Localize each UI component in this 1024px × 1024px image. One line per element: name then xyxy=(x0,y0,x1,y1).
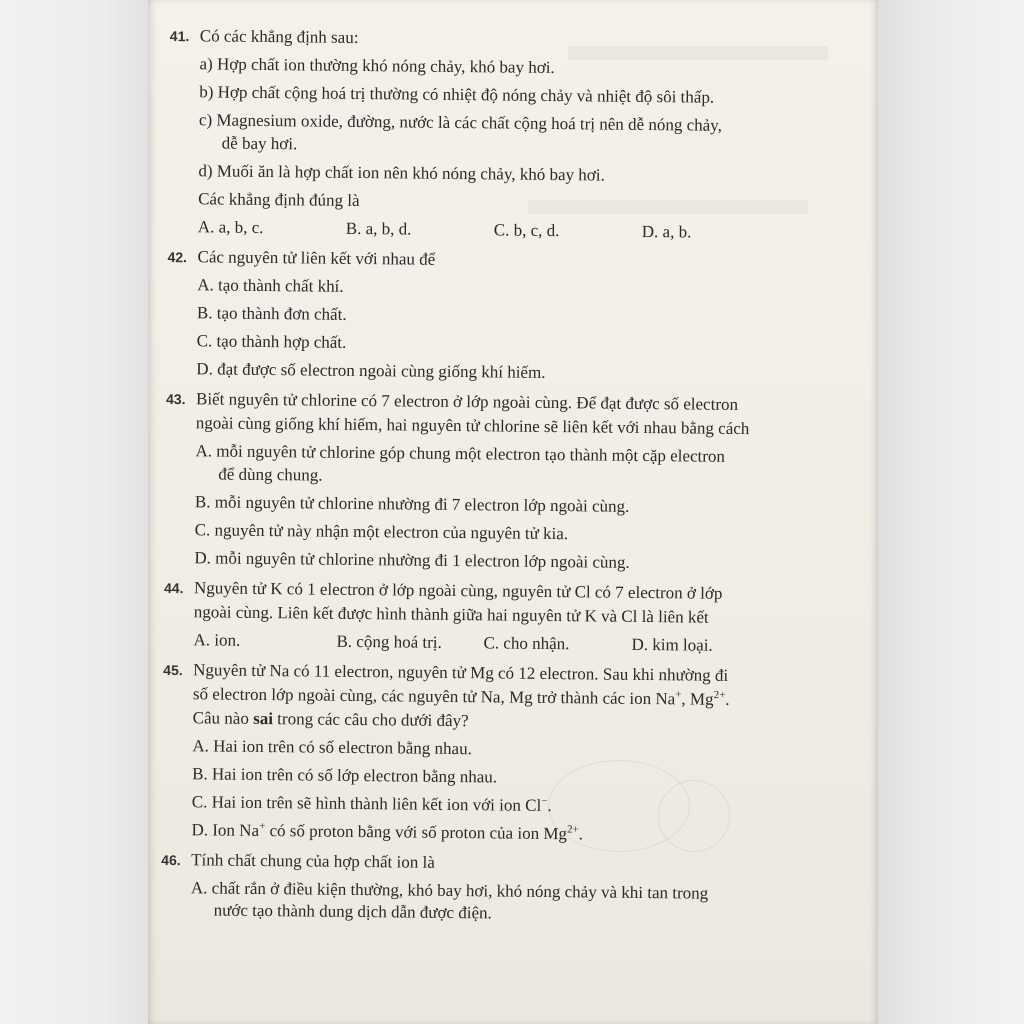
ask-text: trong các câu cho dưới đây? xyxy=(272,709,469,731)
question-ask: Các khẳng định đúng là xyxy=(198,189,360,210)
option-a: A. mỗi nguyên tử chlorine góp chung một electron tạo thành một cặp electron xyxy=(195,441,726,466)
option-text: có số proton bằng với số proton của ion Mg xyxy=(265,821,568,844)
option-b: B. tạo thành đơn chất. xyxy=(196,303,347,324)
background-left xyxy=(0,0,148,1024)
book-page xyxy=(148,0,878,1024)
na-charge: + xyxy=(675,688,682,701)
statement-c: c) Magnesium oxide, đường, nước là các chất cộng hoá trị nên dễ nóng chảy, xyxy=(198,110,723,135)
question-stem: Nguyên tử Na có 11 electron, nguyên tử Mg có 12 electron. Sau khi nhường đi xyxy=(193,660,729,685)
question-number: 41. xyxy=(169,27,190,45)
option-text: C. Hai ion trên sẽ hình thành liên kết ion với ion Cl xyxy=(191,792,542,815)
question-number: 45. xyxy=(163,661,183,679)
option-c: C. nguyên tử này nhận một electron của nguyên tử kia. xyxy=(194,520,569,544)
question-number: 46. xyxy=(161,851,181,869)
na-charge: + xyxy=(259,820,266,833)
statement-c-continued: dễ bay hơi. xyxy=(221,133,298,154)
statement-a: a) Hợp chất ion thường khó nóng chảy, khó bay hơi. xyxy=(199,54,555,78)
question-stem: Các nguyên tử liên kết với nhau để xyxy=(197,247,436,269)
question-stem: Biết nguyên tử chlorine có 7 electron ở lớp ngoài cùng. Để đạt được số electron xyxy=(195,389,739,414)
option-c: C. b, c, d. xyxy=(493,220,560,241)
question-stem-continued: ngoài cùng. Liên kết được hình thành giữa hai nguyên tử K và Cl là liên kết xyxy=(193,602,709,627)
stem-text: số electron lớp ngoài cùng, các nguyên tử Na, Mg trở thành các ion Na xyxy=(192,684,676,709)
question-stem: Nguyên tử K có 1 electron ở lớp ngoài cùng, nguyên tử Cl có 7 electron ở lớp xyxy=(193,578,723,603)
option-b: B. mỗi nguyên tử chlorine nhường đi 7 electron lớp ngoài cùng. xyxy=(194,492,630,516)
option-text: . xyxy=(547,795,552,816)
option-d: D. kim loại. xyxy=(631,634,713,655)
question-number: 44. xyxy=(163,579,184,597)
answer-options xyxy=(198,213,808,247)
stem-text: . xyxy=(725,689,730,709)
ask-text: Câu nào xyxy=(192,708,254,728)
option-text: D. Ion Na xyxy=(191,820,260,840)
option-d xyxy=(191,816,801,850)
option-text: . xyxy=(578,824,584,844)
question-stem-continued: ngoài cùng giống khí hiếm, hai nguyên tử chlorine sẽ liên kết với nhau bằng cách xyxy=(195,413,750,439)
stem-text: , Mg xyxy=(681,689,714,709)
option-a-continued: để dùng chung. xyxy=(218,464,323,485)
question-43 xyxy=(164,385,806,579)
option-d: D. mỗi nguyên tử chlorine nhường đi 1 electron lớp ngoài cùng. xyxy=(194,548,630,572)
option-c: C. tạo thành hợp chất. xyxy=(196,331,347,352)
option-a: A. a, b, c. xyxy=(197,217,264,237)
option-b: B. a, b, d. xyxy=(345,218,412,239)
cl-charge: − xyxy=(541,795,548,808)
question-44 xyxy=(163,574,804,661)
option-a: A. chất rắn ở điều kiện thường, khó bay hơi, khó nóng chảy và khi tan trong xyxy=(190,878,709,903)
question-number: 43. xyxy=(165,390,186,408)
mg-charge: 2+ xyxy=(713,689,726,702)
question-42 xyxy=(166,243,807,390)
statement-d: d) Muối ăn là hợp chất ion nên khó nóng chảy, khó bay hơi. xyxy=(198,161,605,185)
question-stem: Tính chất chung của hợp chất ion là xyxy=(191,850,435,872)
option-d: D. a, b. xyxy=(641,221,692,242)
option-c: C. cho nhận. xyxy=(483,633,570,654)
question-46 xyxy=(161,846,802,931)
background-right xyxy=(878,0,1024,1024)
emphasis-sai: sai xyxy=(253,708,274,729)
statement-b: b) Hợp chất cộng hoá trị thường có nhiệt độ nóng chảy và nhiệt độ sôi thấp. xyxy=(199,82,715,107)
option-a: A. ion. xyxy=(193,630,241,650)
answer-options xyxy=(193,626,803,660)
option-d: D. đạt được số electron ngoài cùng giống khí hiếm. xyxy=(196,359,546,382)
option-a: A. Hai ion trên có số electron bằng nhau. xyxy=(192,736,472,759)
mg-charge: 2+ xyxy=(566,823,579,836)
question-41 xyxy=(168,22,810,248)
option-a-continued: nước tạo thành dung dịch dẫn được điện. xyxy=(213,900,492,923)
questions-content xyxy=(161,22,810,931)
question-stem: Có các khẳng định sau: xyxy=(199,26,359,47)
option-b: B. cộng hoá trị. xyxy=(336,631,442,652)
question-number: 42. xyxy=(167,248,188,266)
question-45 xyxy=(161,656,803,851)
option-b: B. Hai ion trên có số lớp electron bằng nhau. xyxy=(192,764,498,787)
option-a: A. tạo thành chất khí. xyxy=(197,275,344,296)
